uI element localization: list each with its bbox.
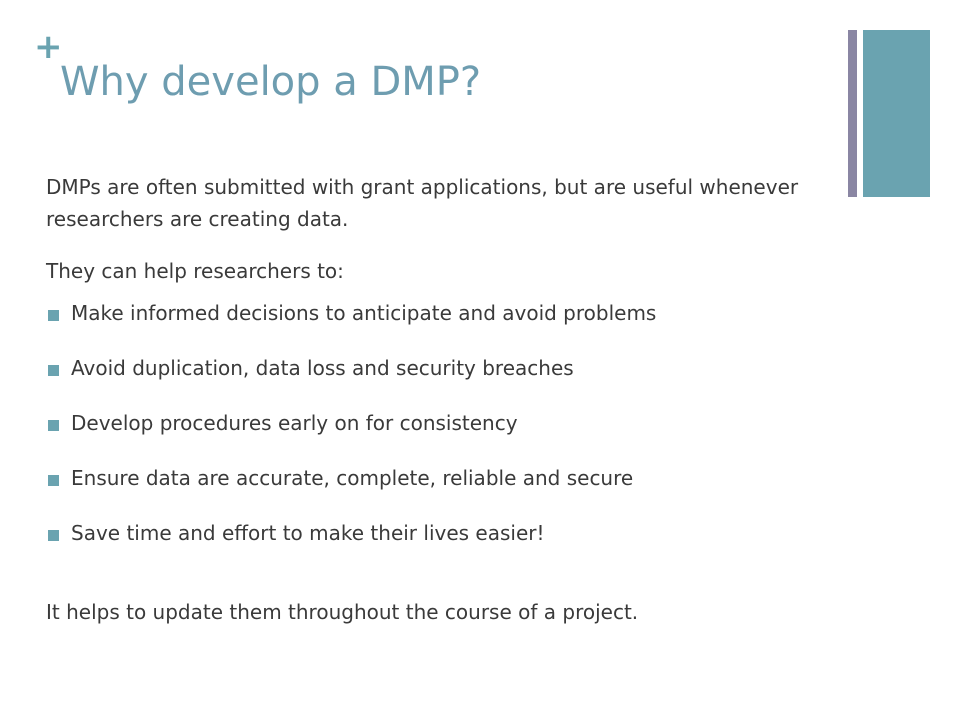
- square-bullet-icon: [48, 310, 59, 321]
- square-bullet-icon: [48, 475, 59, 486]
- list-item-text: Ensure data are accurate, complete, reliable and secure: [71, 466, 634, 490]
- intro-paragraph: DMPs are often submitted with grant applications, but are useful whenever researchers are creating data.: [46, 175, 799, 231]
- list-item-text: Avoid duplication, data loss and security breaches: [71, 356, 574, 380]
- list-item: [46, 517, 826, 572]
- lead-paragraph: They can help researchers to:: [46, 259, 344, 283]
- list-item: [46, 407, 826, 462]
- decorative-bar-thick: [863, 30, 930, 197]
- list-item-text: Save time and effort to make their lives easier!: [71, 521, 545, 545]
- slide-content: [46, 171, 826, 628]
- square-bullet-icon: [48, 365, 59, 376]
- plus-icon: +: [34, 27, 63, 67]
- list-item-text: Make informed decisions to anticipate and avoid problems: [71, 301, 657, 325]
- list-item: [46, 297, 826, 352]
- slide-title: Why develop a DMP?: [60, 59, 482, 105]
- square-bullet-icon: [48, 530, 59, 541]
- list-item: [46, 462, 826, 517]
- decorative-bar-thin: [848, 30, 857, 197]
- square-bullet-icon: [48, 420, 59, 431]
- closing-paragraph: It helps to update them throughout the course of a project.: [46, 600, 639, 624]
- list-item: [46, 352, 826, 407]
- list-item-text: Develop procedures early on for consistency: [71, 411, 518, 435]
- bullet-list: [46, 297, 826, 572]
